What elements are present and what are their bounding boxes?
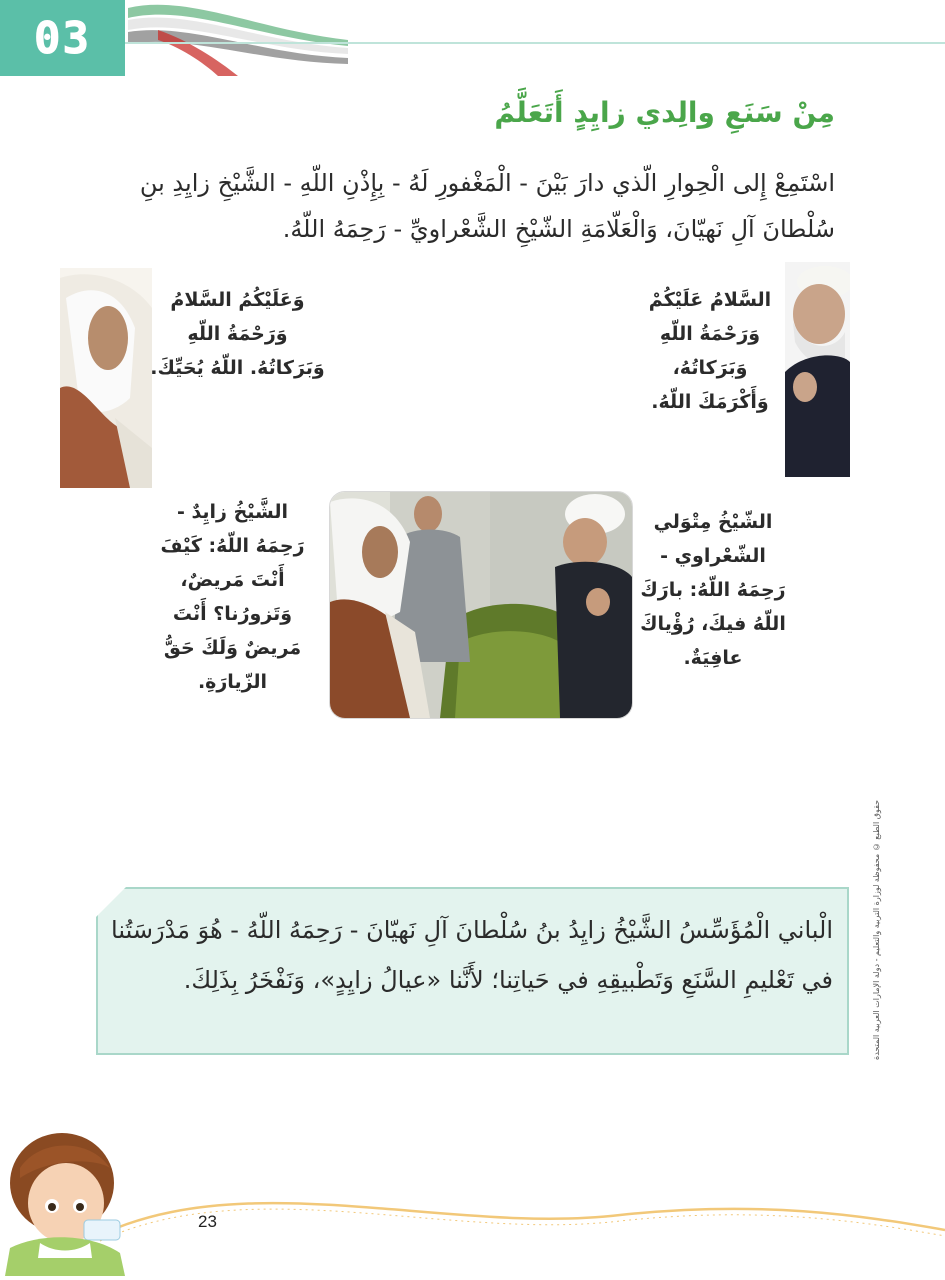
meeting-photo	[329, 491, 633, 719]
intro-paragraph: اسْتَمِعْ إِلى الْحِوارِ الّذي دارَ بَيْنَ - الْمَغْفورِ لَهُ - بِإِذْنِ اللّهِ - الشَّيْخِ زايِدِ بنِ سُلْطانَ آلِ نَهيّانَ، وَالْعَلّامَةِ الشّيْخِ الشَّعْراويِّ - رَحِمَهُ اللّهُ.	[139, 169, 835, 243]
shaarawi-greeting-text: السَّلامُ عَلَيْكُمْ وَرَحْمَةُ اللّهِ وَبَرَكاتُهُ، وَأَكْرَمَكَ اللّهُ.	[648, 289, 772, 413]
page-number: 23	[198, 1212, 217, 1231]
copyright-notice: حقوق الطبع © محفوظة لوزارة التربية والتعليم - دولة الإمارات العربية المتحدة	[872, 799, 881, 1060]
shaarawi-speech-text: الشّيْخُ مِتْوَلي الشّعْراوي - رَحِمَهُ اللّهُ: بارَكَ اللّهُ فيكَ، رُؤْياكَ عافِيَةٌ.	[640, 511, 786, 669]
lesson-number: 03	[34, 12, 91, 64]
girl-mascot-illustration	[0, 1128, 140, 1276]
summary-paragraph: الْباني الْمُؤَسِّسُ الشَّيْخُ زايِدُ بنُ سُلْطانَ آلِ نَهيّانَ - رَحِمَهُ اللّهُ - هُوَ مَدْرَسَتُنا في تَعْليمِ السَّنَعِ وَتَطْبيقِهِ في حَياتِنا؛ لأَنَّنا «عيالُ زايِدٍ»، وَنَفْخَرُ بِذَلِكَ.	[111, 916, 833, 994]
header-divider	[125, 42, 945, 44]
lesson-title: مِنْ سَنَعِ والِدي زايِدٍ أَتَعَلَّمُ	[494, 96, 835, 129]
uae-flag-ribbon-icon	[118, 0, 358, 76]
shaarawi-portrait	[785, 262, 850, 477]
zayed-reply-text: وَعَلَيْكُمُ السَّلامُ وَرَحْمَةُ اللّهِ وَبَرَكاتُهُ. اللّهُ يُحَيِّكَ.	[150, 289, 325, 379]
zayed-portrait	[60, 268, 152, 488]
zayed-speech-text: الشَّيْخُ زايِدٌ - رَحِمَهُ اللّهُ: كَيْفَ أَنْتَ مَريضٌ، وَتَزورُنا؟ أَنْتَ مَريضٌ وَلَكَ حَقُّ الزّيارَةِ.	[160, 501, 305, 693]
lesson-number-badge	[0, 0, 125, 76]
footer-wave-decoration	[0, 1175, 945, 1276]
